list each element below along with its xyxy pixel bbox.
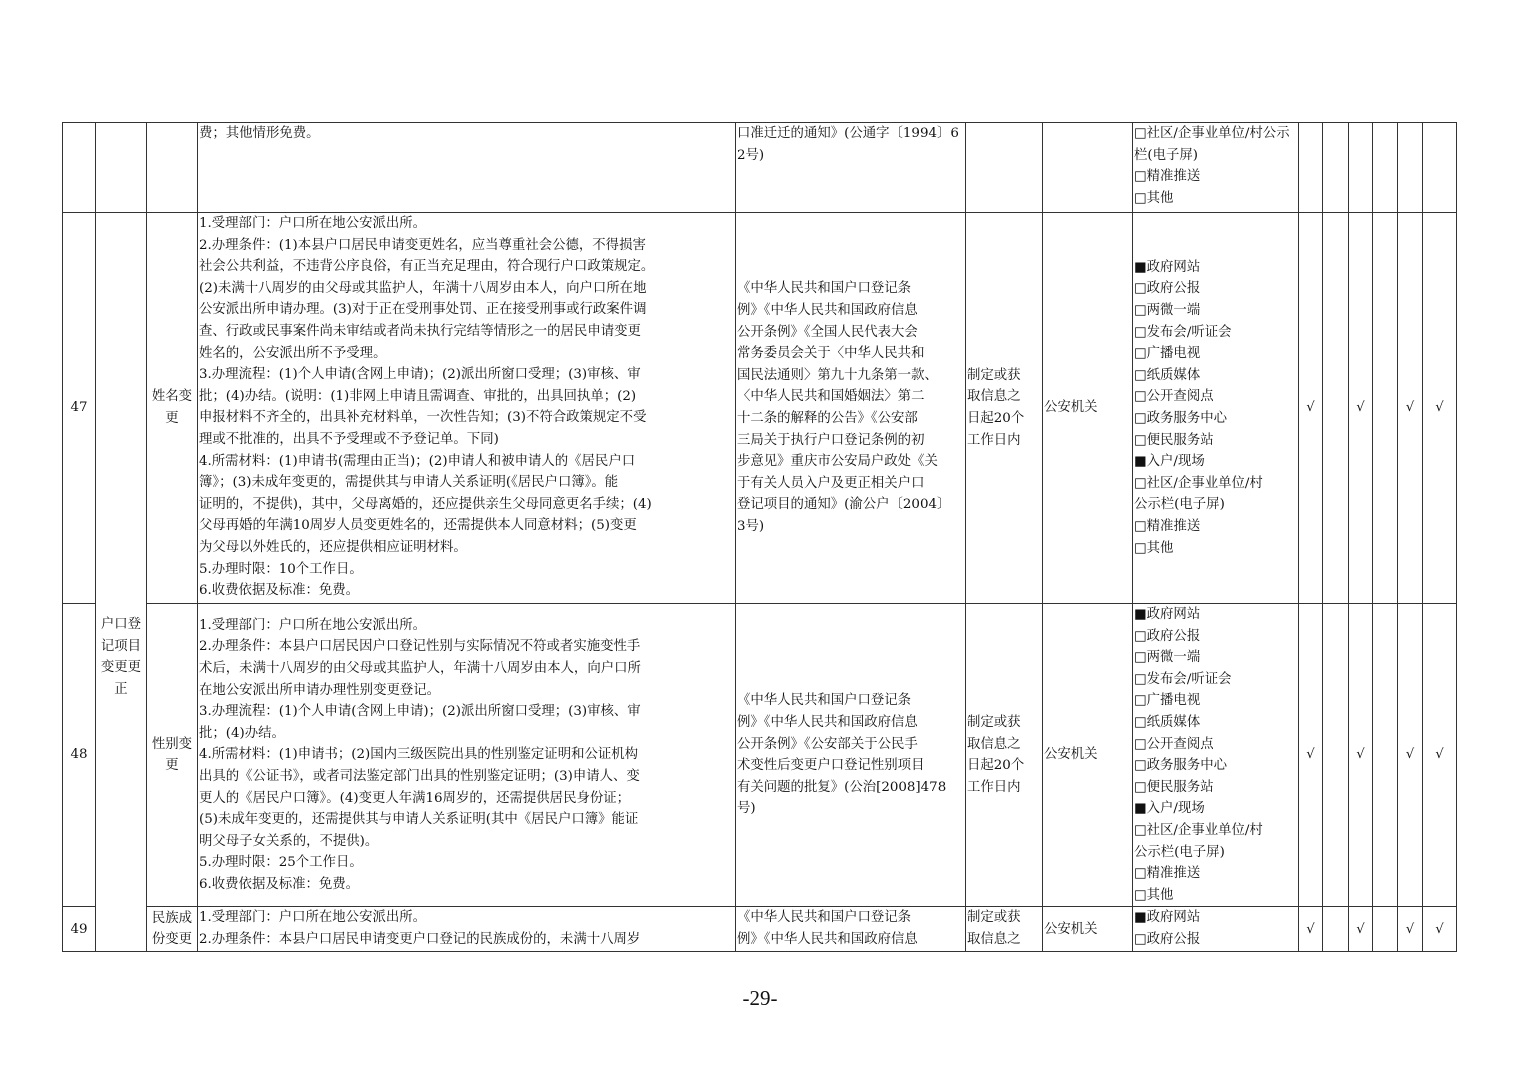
timelimit-line: 工作日内	[967, 432, 1021, 448]
basis-line: 有关问题的批复》(公治[2008]478	[737, 779, 947, 795]
detail-line: 出具的《公证书》，或者司法鉴定部门出具的性别鉴定证明；(3)申请人、变	[199, 768, 640, 784]
detail-line: 2.办理条件：本县户口居民申请变更户口登记的民族成份的，未满十八周岁	[199, 931, 641, 947]
detail-line: 明父母子女关系的，不提供)。	[199, 833, 379, 849]
channel-item: □纸质媒体	[1134, 367, 1201, 383]
basis-line: 术变性后变更户口登记性别项目	[737, 758, 925, 774]
timelimit-line: 取信息之	[967, 931, 1021, 947]
timelimit-cell	[966, 213, 1043, 604]
basis-line: 三局关于执行户口登记条例的初	[737, 432, 925, 448]
item-cell: 姓名变更	[147, 213, 198, 604]
check-mark: √	[1398, 604, 1423, 907]
item-cell	[147, 123, 198, 213]
check-mark: √	[1349, 604, 1373, 907]
page-number: -29-	[742, 986, 778, 1010]
detail-line: 4.所需材料：(1)申请书(需理由正当)；(2)申请人和被申请人的《居民户口	[199, 453, 636, 469]
check-mark: √	[1423, 604, 1457, 907]
basis-line: 《中华人民共和国户口登记条	[737, 910, 912, 926]
basis-line: 于有关人员入户及更正相关户口	[737, 475, 925, 491]
timelimit-line: 日起20个	[967, 758, 1025, 774]
subject-cell: 公安机关	[1043, 907, 1133, 952]
channel-item: 公示栏(电子屏)	[1134, 844, 1225, 860]
detail-line: 父母再婚的年满10周岁人员变更姓名的，还需提供本人同意材料；(5)变更	[199, 518, 637, 534]
channel-item: ■入户/现场	[1134, 454, 1205, 470]
basis-cell	[736, 123, 966, 213]
table-row	[63, 123, 1457, 213]
category-cell	[96, 213, 147, 952]
check-mark: √	[1349, 907, 1373, 952]
channel-item: □精准推送	[1134, 169, 1201, 185]
detail-line: 5.办理时限：10个工作日。	[199, 561, 363, 577]
detail-line: 术后，未满十八周岁的由父母或其监护人，年满十八周岁由本人，向户口所	[199, 660, 641, 676]
channel-item: □精准推送	[1134, 518, 1201, 534]
detail-line: 3.办理流程：(1)个人申请(含网上申请)；(2)派出所窗口受理；(3)审核、审	[199, 704, 641, 720]
channel-item: □广播电视	[1134, 693, 1201, 709]
basis-line: 登记项目的通知》(渝公户〔2004〕	[737, 497, 951, 513]
detail-line: 理或不批准的，出具不予受理或不予登记单。下同)	[199, 431, 499, 447]
check-mark	[1323, 907, 1349, 952]
detail-line: 簿》；(3)未成年变更的，需提供其与申请人关系证明(《居民户口簿》。能	[199, 475, 619, 491]
timelimit-line: 工作日内	[967, 779, 1021, 795]
channel-item: □社区/企事业单位/村公示栏(电子屏)	[1134, 126, 1290, 163]
channels-cell	[1133, 213, 1299, 604]
channels-cell	[1133, 604, 1299, 907]
detail-line: 更人的《居民户口簿》。(4)变更人年满16周岁的，还需提供居民身份证；	[199, 790, 631, 806]
detail-line: 批；(4)办结。(说明：(1)非网上申请且需调查、审批的，出具回执单；(2)	[199, 388, 637, 404]
channel-item: □其他	[1134, 887, 1174, 903]
detail-line: 6.收费依据及标准：免费。	[199, 876, 360, 892]
channel-item: □发布会/听证会	[1134, 671, 1232, 687]
channel-item: □政务服务中心	[1134, 411, 1227, 426]
detail-line: 批；(4)办结。	[199, 725, 285, 741]
check-mark: √	[1349, 213, 1373, 604]
detail-line: 6.收费依据及标准：免费。	[199, 583, 360, 599]
detail-line: 1.受理部门：户口所在地公安派出所。	[199, 910, 427, 926]
channel-item: □两微一端	[1134, 650, 1201, 666]
channel-item: □公开查阅点	[1134, 736, 1214, 752]
channel-item: □政务服务中心	[1134, 758, 1227, 774]
channels-cell	[1133, 907, 1299, 952]
detail-line: 姓名的，公安派出所不予受理。	[199, 345, 387, 361]
channel-item: □纸质媒体	[1134, 714, 1201, 730]
timelimit-cell	[966, 123, 1043, 213]
item-cell: 性别变更	[147, 604, 198, 907]
timelimit-line: 取信息之	[967, 389, 1021, 405]
timelimit-line: 制定或获	[967, 714, 1021, 730]
check-mark: √	[1423, 907, 1457, 952]
channel-item: □社区/企事业单位/村	[1134, 475, 1263, 491]
no-cell: 47	[63, 213, 96, 604]
timelimit-cell	[966, 604, 1043, 907]
detail-line: 3.办理流程：(1)个人申请(含网上申请)；(2)派出所窗口受理；(3)审核、审	[199, 367, 641, 383]
check-mark: √	[1398, 213, 1423, 604]
detail-cell	[198, 604, 736, 907]
table-row	[63, 213, 1457, 604]
basis-line: 《中华人民共和国户口登记条	[737, 693, 912, 709]
channel-item: □广播电视	[1134, 346, 1201, 362]
detail-line: 查、行政或民事案件尚未审结或者尚未执行完结等情形之一的居民申请变更	[199, 323, 641, 339]
subject-cell: 公安机关	[1043, 604, 1133, 907]
channel-item: □政府公报	[1134, 931, 1201, 947]
no-cell: 49	[63, 907, 96, 952]
detail-line: 1.受理部门：户口所在地公安派出所。	[199, 617, 427, 633]
channel-item: □两微一端	[1134, 303, 1201, 319]
check-mark: √	[1398, 907, 1423, 952]
timelimit-line: 取信息之	[967, 736, 1021, 752]
check-mark: √	[1299, 907, 1323, 952]
channel-item: □便民服务站	[1134, 432, 1214, 448]
disclosure-table	[62, 122, 1457, 952]
detail-line: 公安派出所申请办理。(3)对于正在受刑事处罚、正在接受刑事或行政案件调	[199, 302, 647, 318]
channel-item: □便民服务站	[1134, 779, 1214, 795]
detail-line: 社会公共利益，不违背公序良俗，有正当充足理由，符合现行户口政策规定。	[199, 259, 655, 275]
basis-line: 公开条例》《公安部关于公民手	[737, 736, 918, 752]
check-mark	[1323, 604, 1349, 907]
detail-line: 5.办理时限：25个工作日。	[199, 855, 363, 871]
basis-line: 例》《中华人民共和国政府信息	[737, 931, 918, 947]
channel-item: ■入户/现场	[1134, 801, 1205, 817]
channel-item: ■政府网站	[1134, 607, 1201, 622]
detail-line: 证明的，不提供)，其中，父母离婚的，还应提供亲生父母同意更名手续；(4)	[199, 496, 652, 512]
basis-line: 十二条的解释的公告》《公安部	[737, 411, 918, 426]
detail-line: 2.办理条件：本县户口居民因户口登记性别与实际情况不符或者实施变性手	[199, 639, 641, 655]
timelimit-cell	[966, 907, 1043, 952]
basis-line: 国民法通则〉第九十九条第一款、	[737, 367, 938, 383]
timelimit-line: 制定或获	[967, 367, 1021, 383]
channel-item: ■政府网站	[1134, 259, 1201, 275]
channel-item: □其他	[1134, 190, 1174, 206]
basis-line: 常务委员会关于〈中华人民共和	[737, 346, 925, 362]
basis-line: 《中华人民共和国户口登记条	[737, 281, 912, 297]
channel-item: □政府公报	[1134, 628, 1201, 644]
table-row	[63, 604, 1457, 907]
detail-line: 为父母以外姓氏的，还应提供相应证明材料。	[199, 539, 467, 555]
no-cell: 48	[63, 604, 96, 907]
category-cell	[96, 123, 147, 213]
detail-line: 1.受理部门：户口所在地公安派出所。	[199, 216, 427, 231]
detail-line: (2)未满十八周岁的由父母或其监护人，年满十八周岁由本人，向户口所在地	[199, 280, 647, 296]
timelimit-line: 日起20个	[967, 411, 1025, 426]
detail-line: 申报材料不齐全的，出具补充材料单，一次性告知；(3)不符合政策规定不受	[199, 410, 647, 426]
basis-line: 例》《中华人民共和国政府信息	[737, 303, 918, 319]
check-mark: √	[1423, 213, 1457, 604]
category-label: 户口登记项目变更更正	[100, 616, 142, 697]
detail-line: 4.所需材料：(1)申请书；(2)国内三级医院出具的性别鉴定证明和公证机构	[199, 747, 639, 763]
table-row	[63, 907, 1457, 952]
timelimit-line: 制定或获	[967, 910, 1021, 926]
basis-line: 3号)	[737, 518, 765, 534]
check-mark: √	[1299, 213, 1323, 604]
channel-item: □社区/企事业单位/村	[1134, 822, 1263, 838]
channel-item: □精准推送	[1134, 866, 1201, 882]
channel-item: 公示栏(电子屏)	[1134, 497, 1225, 513]
check-mark	[1323, 213, 1349, 604]
subject-cell	[1043, 123, 1133, 213]
channel-item: ■政府网站	[1134, 910, 1201, 926]
detail-line: 费；其他情形免费。	[199, 126, 320, 141]
detail-line: 2.办理条件：(1)本县户口居民申请变更姓名，应当尊重社会公德，不得损害	[199, 237, 646, 253]
item-cell: 民族成份变更	[147, 907, 198, 952]
basis-cell	[736, 213, 966, 604]
basis-text: 口准迁迁的通知》(公通字〔1994〕62号)	[737, 126, 959, 163]
check-mark	[1373, 907, 1398, 952]
basis-cell	[736, 604, 966, 907]
detail-line: (5)未成年变更的，还需提供其与申请人关系证明(其中《居民户口簿》能证	[199, 812, 639, 828]
detail-line: 在地公安派出所申请办理性别变更登记。	[199, 682, 441, 698]
basis-cell	[736, 907, 966, 952]
channel-item: □其他	[1134, 540, 1174, 556]
detail-cell	[198, 123, 736, 213]
basis-line: 例》《中华人民共和国政府信息	[737, 714, 918, 730]
check-mark: √	[1299, 604, 1323, 907]
basis-line: 步意见》重庆市公安局户政处《关	[737, 454, 938, 470]
no-cell	[63, 123, 96, 213]
basis-line: 公开条例》《全国人民代表大会	[737, 324, 918, 340]
subject-cell: 公安机关	[1043, 213, 1133, 604]
detail-cell	[198, 907, 736, 952]
check-mark	[1373, 604, 1398, 907]
channels-cell	[1133, 123, 1299, 213]
detail-cell	[198, 213, 736, 604]
basis-line: 号)	[737, 801, 756, 817]
channel-item: □公开查阅点	[1134, 389, 1214, 405]
check-mark	[1373, 213, 1398, 604]
channel-item: □发布会/听证会	[1134, 324, 1232, 340]
basis-line: 〈中华人民共和国婚姻法〉第二	[737, 389, 925, 405]
channel-item: □政府公报	[1134, 281, 1201, 297]
